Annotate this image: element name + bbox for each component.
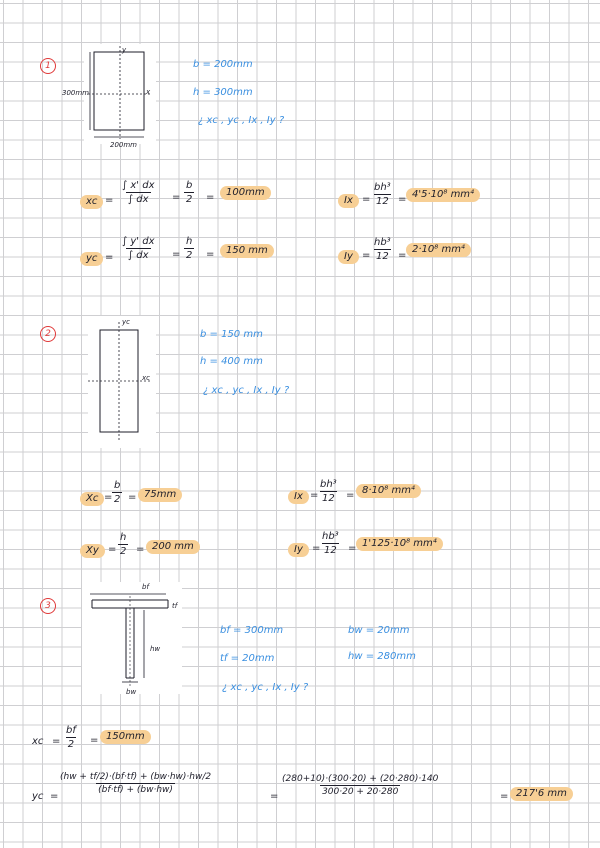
equals-sign: = bbox=[206, 249, 215, 260]
xc-den-3: 2 bbox=[67, 739, 75, 750]
question-3: ¿ xc , yc , Ix , Iy ? bbox=[222, 682, 309, 693]
figure-2-axis-x: xc bbox=[142, 374, 150, 382]
equals-sign: = bbox=[104, 492, 113, 503]
iy-result-2: 1'125·10⁸ mm⁴ bbox=[356, 537, 443, 551]
figure-1-height-label: 300mm bbox=[62, 89, 89, 97]
figure-3-hw-label: hw bbox=[150, 645, 161, 653]
question-2: ¿ xc , yc , Ix , Iy ? bbox=[203, 385, 290, 396]
given-bw-3: bw = 20mm bbox=[348, 625, 410, 636]
xc-label-1: xc bbox=[80, 195, 103, 209]
yc-formula-num-3: (hw + tf/2)·(bf·tf) + (bw·hw)·hw/2 bbox=[60, 772, 212, 782]
yc-integral-den-1: ∫ dx bbox=[127, 250, 149, 261]
equals-sign: = bbox=[398, 194, 407, 205]
yc-result-3: 217'6 mm bbox=[510, 787, 573, 801]
yc-values-num-3: (280+10)·(300·20) + (20·280)·140 bbox=[282, 774, 439, 784]
xc-fraction-3 bbox=[64, 725, 78, 750]
yc-fraction-2 bbox=[118, 532, 128, 557]
given-b-1: b = 200mm bbox=[193, 59, 253, 70]
equals-sign: = bbox=[50, 791, 59, 802]
equals-sign: = bbox=[52, 736, 61, 747]
figure-3-bf-label: bf bbox=[142, 583, 149, 591]
yc-mid-num-1: h bbox=[186, 236, 193, 247]
equals-sign: = bbox=[270, 791, 279, 802]
yc-formula-fraction-3 bbox=[58, 772, 213, 795]
equals-sign: = bbox=[362, 250, 371, 261]
equals-sign: = bbox=[398, 250, 407, 261]
yc-values-fraction-3 bbox=[280, 774, 440, 797]
xc-mid-num-1: b bbox=[186, 180, 193, 191]
ix-result-2: 8·10⁸ mm⁴ bbox=[356, 484, 421, 498]
equals-sign: = bbox=[172, 192, 181, 203]
yc-result-2: 200 mm bbox=[146, 540, 200, 554]
t-section-diagram bbox=[82, 582, 182, 694]
equals-sign: = bbox=[310, 490, 319, 501]
given-bf-3: bf = 300mm bbox=[220, 625, 284, 636]
ix-fraction-1 bbox=[372, 182, 393, 207]
yc-label-1: yc bbox=[80, 252, 103, 266]
xc-label-2: Xc bbox=[80, 492, 104, 506]
iy-den-1: 12 bbox=[375, 251, 389, 262]
ix-den-2: 12 bbox=[321, 493, 335, 504]
iy-den-2: 12 bbox=[323, 545, 337, 556]
equals-sign: = bbox=[348, 543, 357, 554]
xc-integral-fraction-1 bbox=[120, 180, 157, 205]
yc-mid-fraction-1 bbox=[184, 236, 194, 261]
ix-fraction-2 bbox=[318, 479, 339, 504]
equals-sign: = bbox=[500, 791, 509, 802]
given-h-1: h = 300mm bbox=[193, 87, 253, 98]
equals-sign: = bbox=[346, 490, 355, 501]
rectangle-section-diagram-2 bbox=[88, 316, 156, 448]
xc-label-3: xc bbox=[32, 736, 44, 747]
iy-num-1: hb³ bbox=[374, 237, 391, 248]
problem-number-3: 3 bbox=[40, 598, 56, 614]
figure-2-card bbox=[88, 316, 156, 448]
given-h-2: h = 400 mm bbox=[200, 356, 263, 367]
equals-sign: = bbox=[105, 195, 114, 206]
equals-sign: = bbox=[312, 543, 321, 554]
equals-sign: = bbox=[362, 194, 371, 205]
xc-mid-fraction-1 bbox=[184, 180, 194, 205]
xc-num-3: bf bbox=[66, 725, 76, 736]
ix-label-2: Ix bbox=[288, 490, 309, 504]
yc-label-2: Xy bbox=[80, 544, 105, 558]
figure-3-bw-label: bw bbox=[126, 688, 137, 696]
figure-1-axis-y: y bbox=[122, 46, 127, 54]
iy-fraction-2 bbox=[320, 531, 341, 556]
equals-sign: = bbox=[108, 544, 117, 555]
equals-sign: = bbox=[172, 249, 181, 260]
equals-sign: = bbox=[90, 735, 99, 746]
figure-3-card bbox=[82, 582, 182, 694]
problem-number-1: 1 bbox=[40, 58, 56, 74]
iy-label-2: Iy bbox=[288, 543, 309, 557]
yc-integral-fraction-1 bbox=[120, 236, 157, 261]
xc-result-1: 100mm bbox=[220, 186, 271, 200]
equals-sign: = bbox=[128, 492, 137, 503]
iy-label-1: Iy bbox=[338, 250, 359, 264]
yc-den-2: 2 bbox=[120, 546, 127, 557]
xc-num-2: b bbox=[114, 480, 121, 491]
figure-1-axis-x: x bbox=[146, 88, 151, 96]
question-1: ¿ xc , yc , Ix , Iy ? bbox=[198, 115, 285, 126]
problem-number-2: 2 bbox=[40, 326, 56, 342]
xc-result-3: 150mm bbox=[100, 730, 151, 744]
yc-result-1: 150 mm bbox=[220, 244, 274, 258]
ix-num-2: bh³ bbox=[320, 479, 337, 490]
equals-sign: = bbox=[206, 192, 215, 203]
yc-formula-den-3: (bf·tf) + (bw·hw) bbox=[98, 785, 173, 795]
xc-integral-num-1: ∫ x' dx bbox=[122, 180, 155, 191]
xc-den-2: 2 bbox=[114, 494, 121, 505]
equals-sign: = bbox=[105, 252, 114, 263]
ix-result-1: 4'5·10⁸ mm⁴ bbox=[406, 188, 480, 202]
iy-fraction-1 bbox=[372, 237, 393, 262]
figure-3-tf-label: tf bbox=[172, 602, 178, 610]
ix-num-1: bh³ bbox=[374, 182, 391, 193]
iy-result-1: 2·10⁸ mm⁴ bbox=[406, 243, 471, 257]
equals-sign: = bbox=[136, 544, 145, 555]
xc-result-2: 75mm bbox=[138, 488, 182, 502]
given-tf-3: tf = 20mm bbox=[220, 653, 275, 664]
yc-integral-num-1: ∫ y' dx bbox=[122, 236, 155, 247]
xc-fraction-2 bbox=[112, 480, 122, 505]
figure-1-width-label: 200mm bbox=[110, 141, 137, 149]
given-hw-3: hw = 280mm bbox=[348, 651, 416, 662]
xc-mid-den-1: 2 bbox=[186, 194, 193, 205]
yc-num-2: h bbox=[120, 532, 127, 543]
xc-integral-den-1: ∫ dx bbox=[127, 194, 149, 205]
figure-2-axis-y: yc bbox=[122, 318, 130, 326]
ix-den-1: 12 bbox=[375, 196, 389, 207]
yc-values-den-3: 300·20 + 20·280 bbox=[322, 787, 399, 797]
yc-label-3: yc bbox=[32, 791, 44, 802]
iy-num-2: hb³ bbox=[322, 531, 339, 542]
yc-mid-den-1: 2 bbox=[186, 250, 193, 261]
given-b-2: b = 150 mm bbox=[200, 329, 263, 340]
ix-label-1: Ix bbox=[338, 194, 359, 208]
